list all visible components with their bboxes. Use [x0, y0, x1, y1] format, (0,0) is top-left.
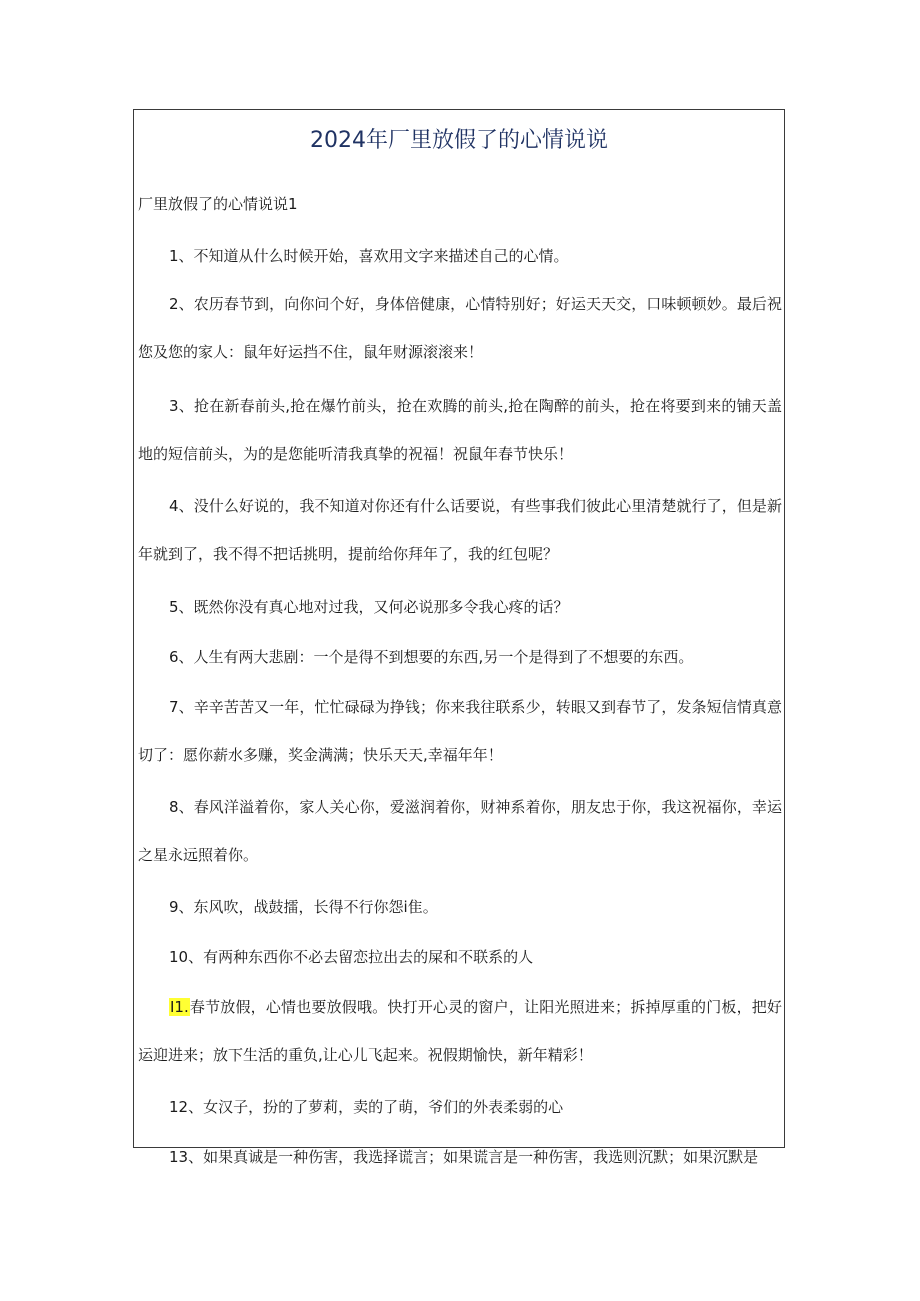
list-item-11: [138, 983, 782, 1079]
list-item: 12、女汉子，扮的了萝莉，卖的了萌，爷们的外表柔弱的心: [169, 1098, 564, 1116]
list-item: 5、既然你没有真心地对过我，又何必说那多令我心疼的话？: [169, 598, 569, 616]
list-item: 3、抢在新春前头,抢在爆竹前头，抢在欢腾的前头,抢在陶醉的前头，抢在将要到来的铺天盖地的短信前头，为的是您能听清我真挚的祝福！祝鼠年春节快乐！: [138, 397, 782, 463]
list-item: 9、东风吹，战鼓擂，长得不行你怨i隹。: [169, 898, 438, 916]
list-item: 6、人生有两大悲剧：一个是得不到想要的东西,另一个是得到了不想要的东西。: [169, 648, 694, 666]
section-heading: 厂里放假了的心情说说1: [138, 195, 298, 213]
list-item: 2、农历春节到，向你问个好，身体倍健康，心情特别好；好运天天交，口味顿顿妙。最后祝您及您的家人：鼠年好运挡不住，鼠年财源滚滚来！: [138, 295, 782, 361]
highlight-marker: I1.: [170, 998, 189, 1016]
document-title: 2024年厂里放假了的心情说说: [310, 128, 608, 153]
list-item: 10、有两种东西你不必去留恋拉出去的屎和不联系的人: [169, 948, 534, 966]
list-item: 7、辛辛苦苦又一年，忙忙碌碌为挣钱；你来我往联系少，转眼又到春节了，发条短信情真意切了：愿你薪水多赚，奖金满满；快乐天天,幸福年年！: [138, 698, 782, 764]
list-item: 4、没什么好说的，我不知道对你还有什么话要说，有些事我们彼此心里清楚就行了，但是新年就到了，我不得不把话挑明，提前给你拜年了，我的红包呢？: [138, 497, 782, 563]
list-item: 1、不知道从什么时候开始，喜欢用文字来描述自己的心情。: [169, 247, 569, 265]
list-item: 8、春风洋溢着你，家人关心你，爱滋润着你，财神系着你，朋友忠于你，我这祝福你，幸运之星永远照着你。: [138, 798, 782, 864]
list-item-11-text: 春节放假，心情也要放假哦。快打开心灵的窗户，让阳光照进来；拆掉厚重的门板，把好运迎进来；放下生活的重负,让心儿飞起来。祝假期愉快，新年精彩！: [138, 998, 782, 1064]
list-item: 13、如果真诚是一种伤害，我选择谎言；如果谎言是一种伤害，我选则沉默；如果沉默是: [169, 1148, 759, 1166]
document-page: [133, 109, 785, 1166]
